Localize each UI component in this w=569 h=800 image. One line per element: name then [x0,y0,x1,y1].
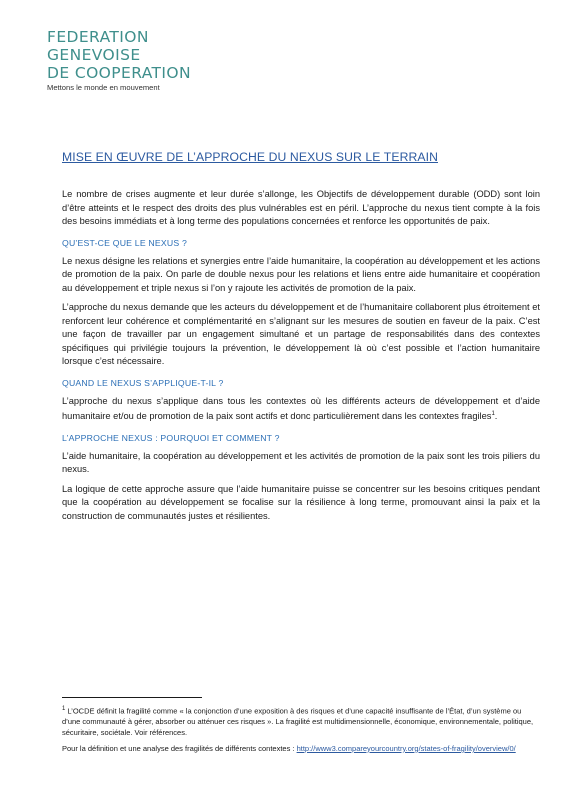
logo-tagline: Mettons le monde en mouvement [47,83,160,92]
section-what-paragraph-1: Le nexus désigne les relations et synergies entre l’aide humanitaire, la coopération au développement et les actions de promotion de la paix. On parle de double nexus pour les relations et liens entre aide humanitaire et coopération au développement et triple nexus si l’on y rajoute les activités de promotion de la paix. [62,255,540,293]
footnote-link-line [62,744,540,755]
logo-line-1: FEDERATION [47,28,149,46]
section-when-paragraph [62,395,540,424]
organization-logo [47,28,191,92]
section-heading-what: QU’EST-CE QUE LE NEXUS ? [62,237,188,248]
section-why-paragraph-2: La logique de cette approche assure que l’aide humanitaire puisse se concentrer sur les besoins critiques pendant que la coopération au développement se focalise sur la résilience à long terme, promouvant ainsi la paix et la construction de communautés justes et résilientes. [62,483,540,521]
section-why-paragraph-1: L’aide humanitaire, la coopération au développement et les activités de promotion de la paix sont les trois piliers du nexus. [62,450,540,475]
fragility-link[interactable]: http://www3.compareyourcountry.org/states-of-fragility/overview/0/ [296,743,516,753]
footnote-divider [62,697,202,698]
footnote-marker: 1 [62,706,66,712]
logo-line-3: DE COOPERATION [47,64,191,82]
section-heading-why-how: L’APPROCHE NEXUS : POURQUOI ET COMMENT ? [62,432,280,443]
section-heading-when: QUAND LE NEXUS S’APPLIQUE-T-IL ? [62,377,224,388]
footnote-text [62,704,540,739]
section-when-text: L’approche du nexus s’applique dans tous les contextes où les différents acteurs de développement et d’aide humanitaire et/ou de promotion de la paix sont actifs et donc particulièrement dans les contextes fragiles [62,395,540,422]
footnote-reference[interactable]: 1 [491,411,495,417]
main-content [62,188,540,532]
logo-line-2: GENEVOISE [47,46,141,64]
section-what-paragraph-2: L’approche du nexus demande que les acteurs du développement et de l’humanitaire collaborent plus étroitement et renforcent leur cohérence et complémentarité en s’alignant sur les mesures de soutien en faveur de la paix. C’est une façon de travailler par un engagement simultané et un partage de responsabilités dans des contextes spécifiques qui privilégie toujours la prévention, le développement là où c’est possible et l’action humanitaire lorsque c’est nécessaire. [62,302,540,366]
intro-paragraph: Le nombre de crises augmente et leur durée s’allonge, les Objectifs de développement durable (ODD) sont loin d’être atteints et le respect des droits des plus vulnérables est en péril. L’approche du nexus tient compte à la fois des besoins immédiats et à long terme des populations concernées et renforce les opportunités de paix. [62,189,540,226]
page-title: MISE EN ŒUVRE DE L’APPROCHE DU NEXUS SUR LE TERRAIN [62,150,438,164]
footnote-body: L’OCDE définit la fragilité comme « la conjonction d’une exposition à des risques et d’une capacité insuffisante de l’État, d’un système ou d’une communauté à gérer, absorber ou atténuer ces risques ». La fragilité est multidimensionnelle, économique, environnementale, politique, sécuritaire, sociétale. Voir références. [62,706,534,738]
section-when-end: . [494,411,498,422]
footnote-block [62,704,540,760]
footnote-link-intro: Pour la définition et une analyse des fragilités de différents contextes : [62,743,297,753]
